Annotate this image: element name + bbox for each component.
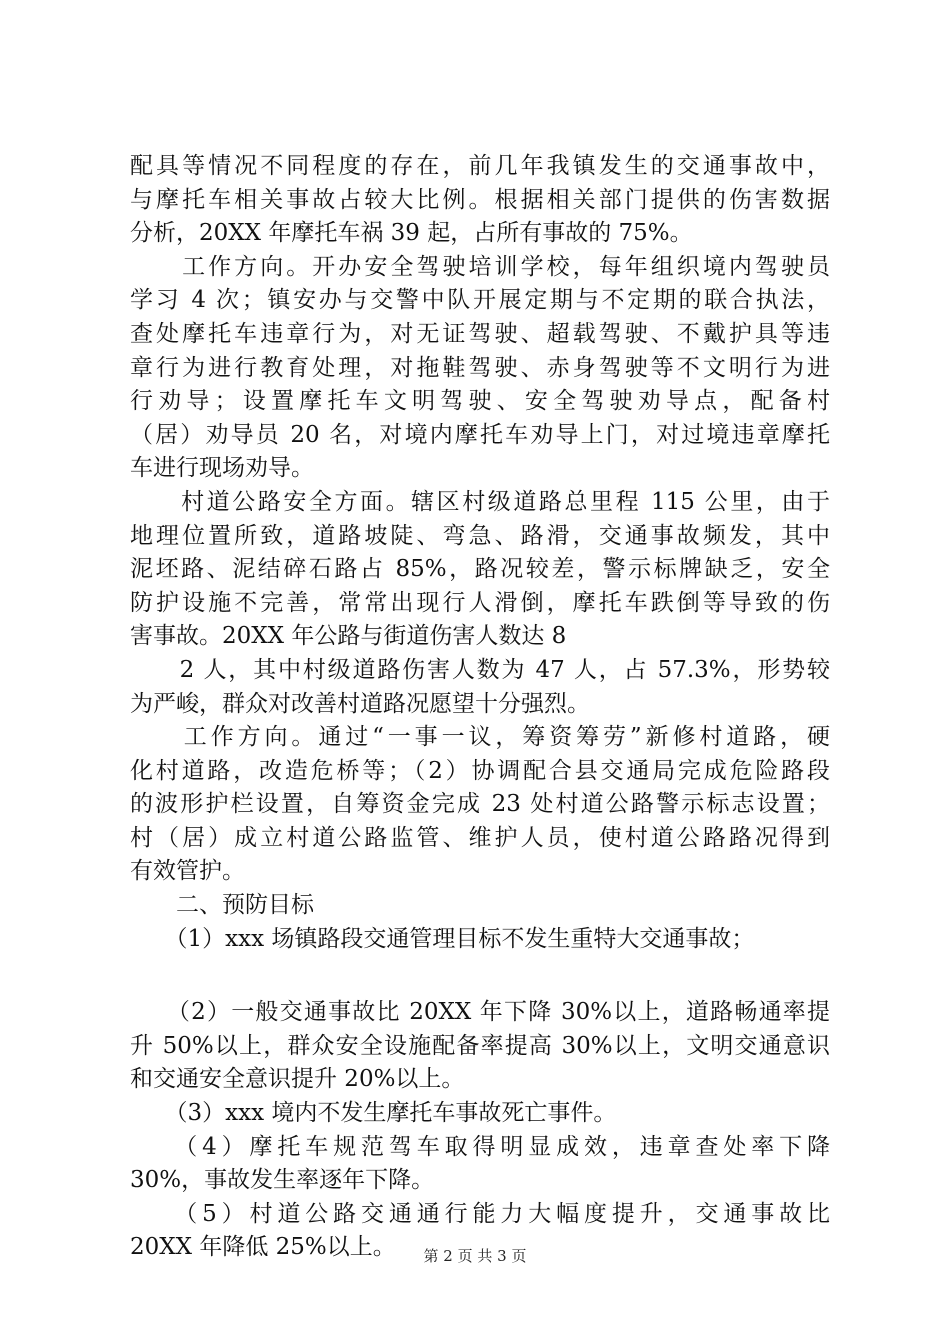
text-line: 有效管护。 [130, 858, 245, 885]
text-line: 升 50%以上，群众安全设施配备率提高 30%以上，文明交通意识 [130, 1032, 830, 1059]
text-line: 地理位置所致，道路坡陡、弯急、路滑，交通事故频发，其中 [130, 522, 830, 549]
text-line: 分析，20XX 年摩托车祸 39 起，占所有事故的 75%。 [130, 220, 693, 247]
page-footer: 第 2 页 共 3 页 [423, 1247, 527, 1265]
text-line: 村（居）成立村道公路监管、维护人员，使村道公路路况得到 [130, 824, 830, 851]
text-line: 和交通安全意识提升 20%以上。 [130, 1066, 465, 1093]
text-line: 与摩托车相关事故占较大比例。根据相关部门提供的伤害数据 [130, 186, 830, 213]
blank-gap [130, 956, 830, 996]
text-line: 20XX 年降低 25%以上。 [130, 1234, 396, 1261]
text-line: 查处摩托车违章行为，对无证驾驶、超载驾驶、不戴护具等违 [130, 320, 830, 347]
section-heading: 二、预防目标 [130, 892, 314, 919]
text-line: （3）xxx 境内不发生摩托车事故死亡事件。 [130, 1100, 617, 1127]
text-line: 学习 4 次；镇安办与交警中队开展定期与不定期的联合执法， [130, 287, 830, 314]
text-line: 化村道路，改造危桥等；（2）协调配合县交通局完成危险路段 [130, 757, 830, 784]
text-line: （2）一般交通事故比 20XX 年下降 30%以上，道路畅通率提 [130, 999, 830, 1026]
text-line: 害事故。20XX 年公路与街道伤害人数达 8 [130, 623, 567, 650]
text-line: 防护设施不完善，常常出现行人滑倒，摩托车跌倒等导致的伤 [130, 589, 830, 616]
text-line: 行劝导；设置摩托车文明驾驶、安全驾驶劝导点，配备村 [130, 388, 830, 415]
text-line: 为严峻，群众对改善村道路况愿望十分强烈。 [130, 690, 590, 717]
text-line: 工作方向。通过“一事一议，筹资筹劳”新修村道路，硬 [130, 724, 830, 751]
document-body [130, 150, 830, 1265]
text-line: 村道公路安全方面。辖区村级道路总里程 115 公里，由于 [130, 488, 830, 515]
text-line: 的波形护栏设置，自筹资金完成 23 处村道公路警示标志设置； [130, 791, 830, 818]
text-line: 工作方向。开办安全驾驶培训学校，每年组织境内驾驶员 [130, 253, 830, 280]
text-line: （居）劝导员 20 名，对境内摩托车劝导上门，对过境违章摩托 [130, 421, 830, 448]
text-line: 配具等情况不同程度的存在，前几年我镇发生的交通事故中， [130, 153, 830, 179]
text-line: 章行为进行教育处理，对拖鞋驾驶、赤身驾驶等不文明行为进 [130, 354, 830, 381]
text-line: 泥坯路、泥结碎石路占 85%，路况较差，警示标牌缺乏，安全 [130, 556, 830, 583]
text-line: （4）摩托车规范驾车取得明显成效，违章查处率下降 [130, 1133, 830, 1160]
text-line: （5）村道公路交通通行能力大幅度提升，交通事故比 [130, 1200, 830, 1227]
text-line: 30%，事故发生率逐年下降。 [130, 1167, 435, 1194]
text-line: 2 人，其中村级道路伤害人数为 47 人，占 57.3%，形势较 [130, 656, 830, 683]
text-line: （1）xxx 场镇路段交通管理目标不发生重特大交通事故； [130, 925, 755, 952]
text-line: 车进行现场劝导。 [130, 455, 314, 482]
